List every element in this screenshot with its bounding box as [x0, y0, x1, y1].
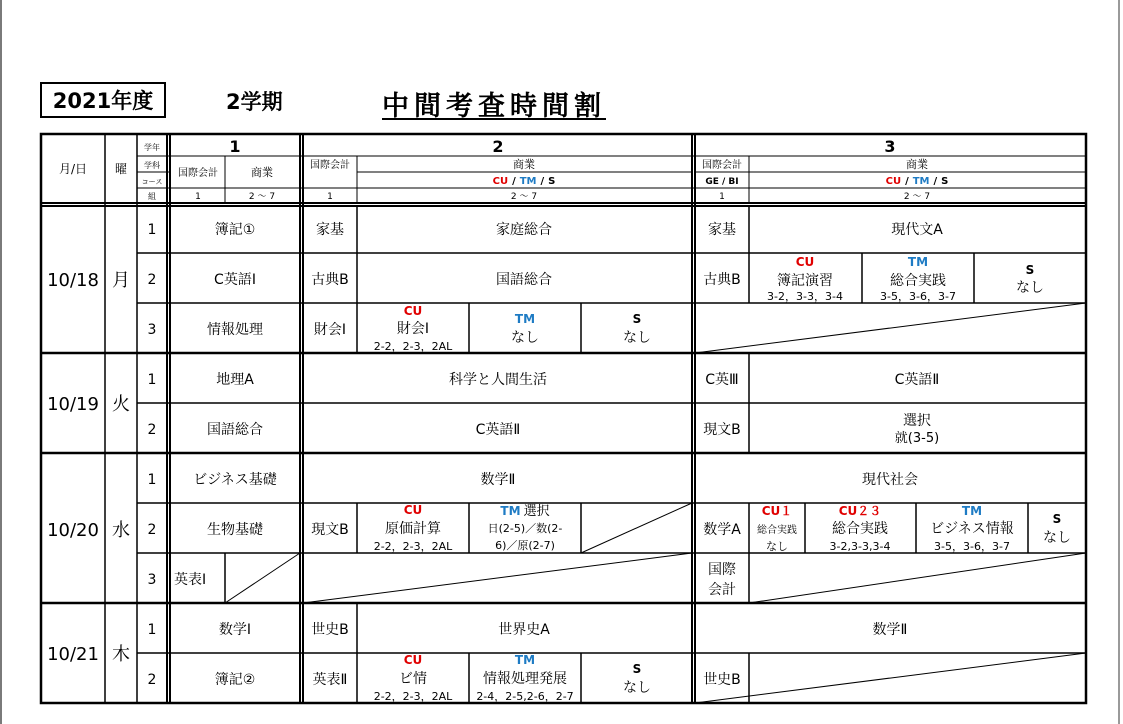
- g2-intl-header: 国際会計: [310, 160, 350, 171]
- class-list: 2-2，2-3，2AL: [373, 540, 453, 553]
- class-list: 2-2，2-3，2AL: [373, 340, 453, 353]
- exam-subject: C英語Ⅰ: [214, 272, 256, 288]
- g3-s-label: S: [941, 176, 949, 187]
- exam-subject: 数学Ⅱ: [480, 472, 516, 488]
- exam-subject: 英表Ⅱ: [312, 672, 348, 688]
- exam-subject: 現文B: [311, 522, 349, 538]
- exam-subject: ビジネス情報: [930, 521, 1014, 537]
- period-number: 2: [147, 522, 157, 538]
- exam-subject: 国語総合: [207, 422, 263, 438]
- period-number: 2: [147, 672, 157, 688]
- exam-subject: 国際: [708, 562, 736, 578]
- g3-commerce-class: 2 ～ 7: [903, 192, 931, 202]
- exam-subject: 古典B: [311, 272, 349, 288]
- exam-subject: 簿記①: [214, 222, 256, 238]
- class-list: 3-2,3-3,3-4: [829, 540, 891, 553]
- period-number: 1: [147, 622, 157, 638]
- exam-note: 日(2-5)／数(2-: [487, 522, 563, 535]
- weekday-column-header: 曜: [114, 162, 128, 176]
- exam-cells: [174, 221, 1071, 703]
- exam-subject: 古典B: [703, 272, 741, 288]
- exam-subject: なし: [1016, 280, 1044, 296]
- exam-subject: C英語Ⅱ: [475, 422, 521, 438]
- g2-slash: /: [512, 176, 516, 187]
- exam-subject: 家庭総合: [496, 222, 552, 238]
- exam-subject: 世史B: [311, 622, 349, 638]
- exam-subject: 簿記②: [214, 672, 256, 688]
- course-tag-tm: TM: [907, 255, 929, 269]
- exam-subject: ビジネス基礎: [193, 472, 277, 488]
- g3-slash: /: [933, 176, 938, 187]
- g2-commerce-header: 商業: [513, 158, 535, 171]
- class-list: 2-4，2-5,2-6，2-7: [476, 690, 574, 703]
- exam-subject: 現文B: [703, 422, 741, 438]
- g3-intl-class: 1: [719, 192, 725, 202]
- exam-note: 6)／原(2-7): [495, 539, 555, 552]
- exam-subject: 家基: [708, 222, 736, 238]
- grade-label: 学年: [144, 143, 160, 152]
- dept-label: 学科: [144, 161, 160, 170]
- term-label: 2学期: [226, 90, 283, 114]
- course-tag-tm: TM: [961, 504, 983, 518]
- course-tag-tm: TM: [500, 504, 521, 518]
- exam-subject: なし: [1043, 530, 1071, 546]
- course-tag-cu: CU: [795, 255, 815, 269]
- period-number: 2: [147, 272, 157, 288]
- exam-subject: 国語総合: [496, 272, 552, 288]
- exam-subject: ビ情: [399, 671, 427, 687]
- exam-subject: 会計: [708, 582, 736, 598]
- weekday-label: 月: [112, 270, 130, 291]
- period-number: 1: [147, 472, 157, 488]
- no-exam-diagonal: [695, 653, 1086, 703]
- class-list: 3-5，3-6，3-7: [880, 290, 956, 303]
- exam-subject: 選択: [903, 413, 931, 429]
- exam-subject: 総合実践: [890, 273, 946, 289]
- date-label: 10/21: [47, 644, 99, 665]
- g3-gebi-label: GE / BI: [705, 177, 739, 187]
- course-tag-tm: TM: [514, 312, 536, 326]
- grade-2-header: 2: [492, 137, 504, 156]
- school-year: 2021年度: [52, 89, 154, 113]
- exam-note: なし: [766, 540, 788, 553]
- exam-subject: 数学Ⅱ: [872, 622, 908, 638]
- period-labels: [148, 222, 157, 688]
- g3-course-row: [886, 176, 949, 187]
- date-label: 10/20: [47, 520, 99, 541]
- exam-subject: なし: [623, 680, 651, 696]
- exam-subject: 科学と人間生活: [449, 372, 547, 388]
- exam-subject: なし: [511, 330, 539, 346]
- class-label: 組: [148, 192, 156, 201]
- weekday-label: 火: [112, 394, 130, 415]
- exam-subject: 選択: [523, 504, 550, 519]
- g2-tm-label: TM: [519, 176, 537, 187]
- g2-course-row: [493, 176, 556, 187]
- exam-subject: 財会Ⅰ: [396, 321, 430, 337]
- exam-subject: 現代社会: [862, 472, 918, 488]
- no-exam-diagonal: [303, 553, 692, 603]
- class-list: 2-2，2-3，2AL: [373, 690, 453, 703]
- course-label: コース: [141, 178, 163, 186]
- course-tag-cu: CU: [403, 304, 423, 318]
- course-tag-cu: CU１: [761, 504, 793, 518]
- g3-cu-label: CU: [885, 176, 902, 187]
- no-exam-diagonal: [749, 553, 1086, 603]
- g3-intl-header: 国際会計: [702, 160, 742, 171]
- exam-subject: C英語Ⅱ: [894, 372, 940, 388]
- page-title: 中間考査時間割: [382, 91, 606, 122]
- exam-subject: 財会Ⅰ: [313, 322, 347, 338]
- exam-subject: 総合実践: [832, 521, 888, 537]
- exam-subject: 情報処理: [207, 322, 263, 338]
- exam-subject: 情報処理発展: [483, 671, 567, 687]
- g1-intl-class: 1: [195, 192, 201, 202]
- period-number: 3: [147, 572, 157, 588]
- course-tag-s: S: [1025, 263, 1035, 277]
- g1-commerce-class: 2 ～ 7: [248, 192, 276, 202]
- period-number: 3: [147, 322, 157, 338]
- date-label: 10/18: [47, 270, 99, 291]
- date-label: 10/19: [47, 394, 99, 415]
- exam-subject: 生物基礎: [207, 522, 263, 538]
- exam-subject: 簿記演習: [777, 273, 833, 289]
- tm-elective-line: [500, 503, 549, 519]
- g2-commerce-class: 2 ～ 7: [510, 192, 538, 202]
- g3-slash: /: [905, 176, 909, 187]
- exam-note: 就(3-5): [894, 431, 940, 446]
- period-number: 2: [147, 422, 157, 438]
- no-exam-diagonal: [581, 503, 692, 553]
- exam-subject: 英表Ⅰ: [174, 572, 207, 588]
- g2-cu-label: CU: [492, 176, 509, 187]
- no-exam-diagonal: [695, 303, 1086, 353]
- exam-subject: 原価計算: [385, 521, 441, 537]
- weekday-label: 木: [112, 644, 130, 665]
- g1-intl-header: 国際会計: [178, 168, 218, 179]
- exam-subject: なし: [623, 330, 651, 346]
- exam-subject: 家基: [316, 222, 344, 238]
- weekday-label: 水: [112, 520, 130, 541]
- grade-3-header: 3: [884, 137, 896, 156]
- g2-s-label: S: [548, 176, 556, 187]
- class-list: 3-2，3-3，3-4: [767, 290, 843, 303]
- exam-subject: 現代文A: [891, 222, 943, 238]
- course-tag-cu: CU: [403, 503, 423, 517]
- g3-tm-label: TM: [912, 176, 930, 187]
- course-tag-s: S: [1052, 512, 1062, 526]
- period-number: 1: [147, 222, 157, 238]
- g3-commerce-header: 商業: [906, 158, 928, 171]
- course-tag-s: S: [632, 312, 642, 326]
- exam-subject: 世史B: [703, 672, 741, 688]
- grade-1-header: 1: [229, 137, 241, 156]
- period-number: 1: [147, 372, 157, 388]
- g1-commerce-header: 商業: [251, 166, 273, 179]
- course-tag-s: S: [632, 662, 642, 676]
- exam-subject: 数学A: [703, 522, 741, 538]
- day-labels: [47, 270, 130, 665]
- table-header: [59, 137, 948, 202]
- g2-slash: /: [540, 176, 545, 187]
- exam-subject: 総合実践: [757, 525, 797, 536]
- class-list: 3-5，3-6，3-7: [934, 540, 1010, 553]
- exam-subject: 地理A: [216, 372, 254, 388]
- course-tag-cu: CU: [403, 653, 423, 667]
- exam-subject: 世界史A: [498, 622, 550, 638]
- no-exam-diagonal: [225, 553, 300, 603]
- course-tag-cu: CU２３: [838, 504, 882, 518]
- exam-subject: C英Ⅲ: [705, 372, 739, 388]
- exam-subject: 数学Ⅰ: [218, 622, 252, 638]
- course-tag-tm: TM: [514, 653, 536, 667]
- date-column-header: 月/日: [58, 162, 88, 176]
- g2-intl-class: 1: [327, 192, 333, 202]
